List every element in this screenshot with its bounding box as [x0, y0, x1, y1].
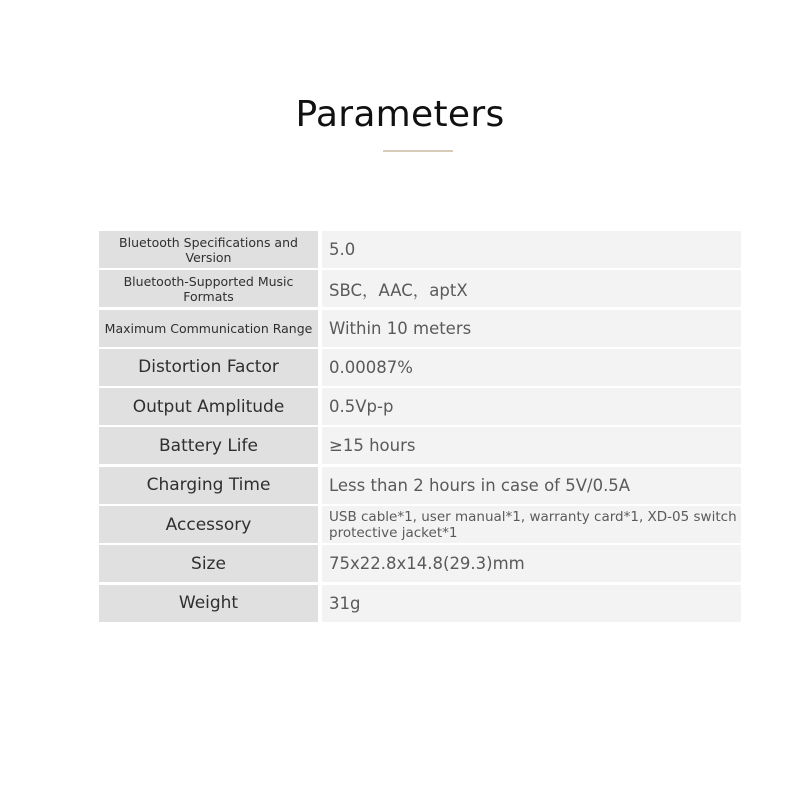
page-title: Parameters: [295, 94, 505, 135]
table-row: [99, 231, 741, 268]
spec-value: USB cable*1, user manual*1, warranty card*1, XD-05 switch protective jacket*1: [322, 506, 741, 543]
spec-value: 75x22.8x14.8(29.3)mm: [322, 545, 741, 582]
spec-value: Within 10 meters: [322, 310, 741, 347]
table-row: [99, 310, 741, 347]
table-row: [99, 427, 741, 464]
title-underline: [383, 150, 453, 152]
spec-value: 0.5Vp-p: [322, 388, 741, 425]
spec-value: 31g: [322, 585, 741, 622]
table-row: [99, 585, 741, 622]
table-row: [99, 545, 741, 582]
spec-value: 5.0: [322, 231, 741, 268]
spec-label: Charging Time: [99, 467, 318, 504]
spec-label: Output Amplitude: [99, 388, 318, 425]
spec-value: ≥15 hours: [322, 427, 741, 464]
spec-value: 0.00087%: [322, 349, 741, 386]
spec-label: Bluetooth Specifications and Version: [99, 231, 318, 268]
table-row: [99, 388, 741, 425]
parameters-table: [99, 231, 741, 624]
table-row: [99, 270, 741, 307]
table-row: [99, 467, 741, 504]
spec-value: Less than 2 hours in case of 5V/0.5A: [322, 467, 741, 504]
table-row: [99, 506, 741, 543]
spec-label: Weight: [99, 585, 318, 622]
spec-label: Distortion Factor: [99, 349, 318, 386]
table-row: [99, 349, 741, 386]
spec-label: Battery Life: [99, 427, 318, 464]
spec-label: Size: [99, 545, 318, 582]
spec-label: Accessory: [99, 506, 318, 543]
spec-label: Bluetooth-Supported Music Formats: [99, 270, 318, 307]
spec-value: SBC，AAC，aptX: [322, 270, 741, 307]
spec-label: Maximum Communication Range: [99, 310, 318, 347]
